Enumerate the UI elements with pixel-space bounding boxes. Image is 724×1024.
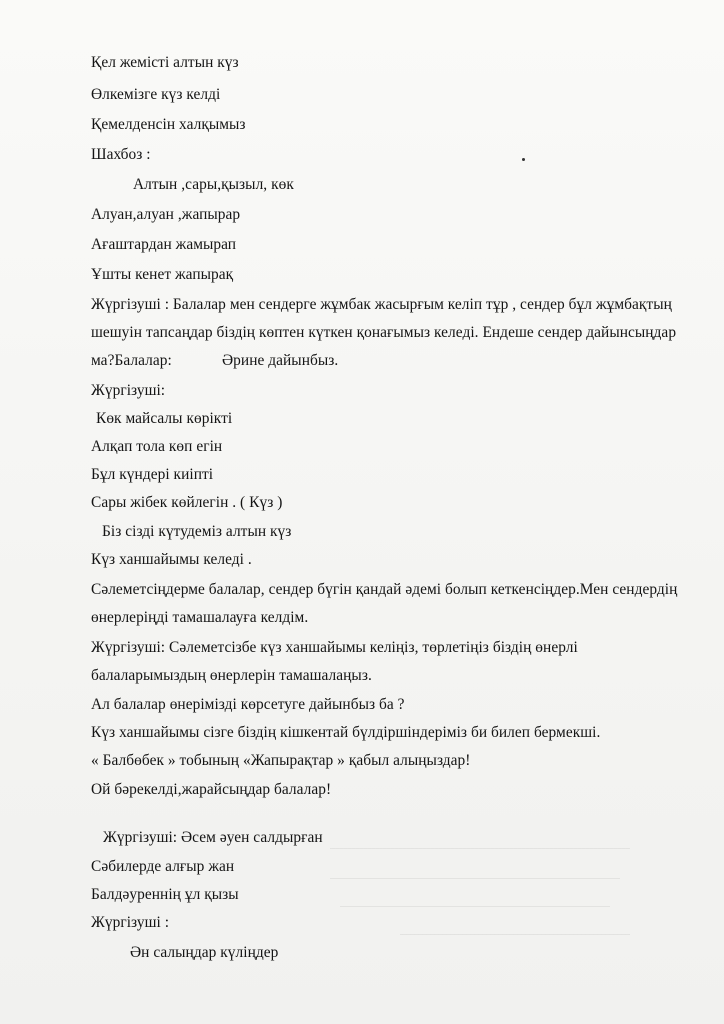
text-line: Сары жібек көйлегін . ( Күз ) xyxy=(91,494,283,511)
speaker-label: Жүргізуші: xyxy=(91,382,166,399)
text-line: шешуін тапсаңдар біздің көптен күткен қонағымыз келеді. Ендеше сендер дайынсыңдар xyxy=(91,324,677,341)
text-line: Бұл күндері киіпті xyxy=(91,466,214,483)
text-line: Күз ханшайымы сізге біздің кішкентай бүлдіршіндеріміз би билеп бермекші. xyxy=(91,724,601,741)
text-line: Жүргізуші : Балалар мен сендерге жұмбак жасырғым келіп тұр , сендер бұл жұмбақтың xyxy=(91,296,672,313)
text-line: Сәбилерде алғыр жан xyxy=(91,858,235,875)
show-through-line xyxy=(330,878,620,879)
text-line: Сәлеметсіңдерме балалар, сендер бүгін қандай әдемі болып кеткенсіңдер.Мен сендердің xyxy=(91,581,678,598)
text-line: Жүргізуші: Әсем әуен салдырған xyxy=(103,829,323,846)
text-line: ма?Балалар: xyxy=(91,352,172,369)
text-line: Ән салыңдар күліңдер xyxy=(130,944,279,961)
text-line: Қел жемісті алтын күз xyxy=(91,54,239,71)
text-line: Ұшты кенет жапырақ xyxy=(91,266,234,283)
text-line: Әрине дайынбыз. xyxy=(222,352,339,369)
text-line: Жүргізуші: Сәлеметсізбе күз ханшайымы келіңіз, төрлетіңіз біздің өнерлі xyxy=(91,639,578,656)
text-line: Біз сізді күтудеміз алтын күз xyxy=(102,523,292,540)
text-line: Өлкемізге күз келді xyxy=(91,86,221,103)
show-through-line xyxy=(330,848,630,849)
text-line: Алтын ,сары,қызыл, көк xyxy=(133,176,294,193)
text-line: өнерлеріңді тамашалауға келдім. xyxy=(91,609,309,626)
text-line: Ағаштардан жамырап xyxy=(91,236,237,253)
stray-mark xyxy=(522,158,525,161)
speaker-label: Шахбоз : xyxy=(91,146,151,163)
text-line: Балдәуреннің ұл қызы xyxy=(91,886,239,903)
text-line: « Балбөбек » тобының «Жапырақтар » қабыл алыңыздар! xyxy=(91,752,471,769)
text-line: Қемелденсін халқымыз xyxy=(91,116,246,133)
text-line: Алуан,алуан ,жапырар xyxy=(91,206,241,223)
speaker-label: Жүргізуші : xyxy=(91,914,170,931)
text-line: Ой бәрекелді,жарайсыңдар балалар! xyxy=(91,781,332,798)
text-line: балаларымыздың өнерлерін тамашалаңыз. xyxy=(91,667,372,684)
text-line: Алқап тола көп егін xyxy=(91,438,223,455)
show-through-line xyxy=(400,934,630,935)
text-line: Ал балалар өнерімізді көрсетуге дайынбыз ба ? xyxy=(91,696,405,713)
show-through-line xyxy=(340,906,610,907)
text-line: Көк майсалы көрікті xyxy=(96,410,233,427)
text-line: Күз ханшайымы келеді . xyxy=(91,551,252,568)
